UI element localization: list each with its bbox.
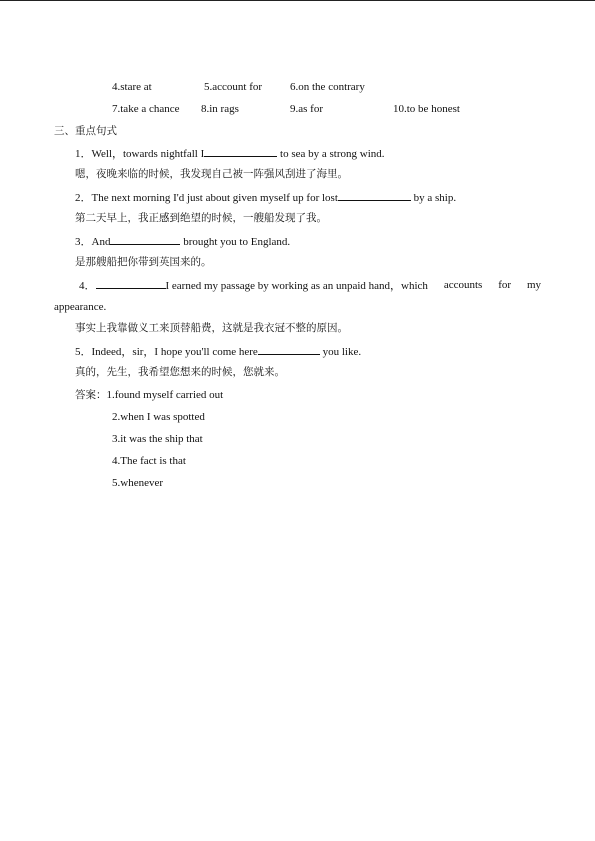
phrase-item: 4.stare at bbox=[112, 81, 152, 93]
sentence-text: 3．And bbox=[75, 236, 111, 248]
answer-item: 3.it was the ship that bbox=[112, 433, 203, 445]
sentence-text: to sea by a strong wind. bbox=[277, 148, 385, 160]
sentence-translation: 事实上我靠做义工来顶替船费，这就是我衣冠不整的原因。 bbox=[75, 322, 348, 334]
sentence-continuation: appearance. bbox=[54, 301, 107, 313]
answer-blank bbox=[110, 234, 180, 245]
sentence-item-4 bbox=[79, 278, 541, 293]
answers-label: 答案： bbox=[75, 389, 107, 401]
sentence-text: for bbox=[498, 279, 512, 291]
sentence-text: I earned my passage by working as an unpaid hand，which bbox=[165, 280, 428, 292]
sentence-text: 1．Well，towards nightfall I bbox=[75, 148, 205, 160]
sentence-item-5 bbox=[75, 344, 361, 359]
sentence-translation: 第二天早上，我正感到绝望的时候，一艘船发现了我。 bbox=[75, 212, 327, 224]
section-heading: 三、重点句式 bbox=[54, 125, 117, 137]
answer-blank bbox=[204, 146, 277, 157]
sentence-translation: 真的，先生，我希望您想来的时候，您就来。 bbox=[75, 366, 285, 378]
sentence-item-1 bbox=[75, 146, 385, 161]
sentence-text: by a ship. bbox=[410, 192, 457, 204]
sentence-translation: 是那艘船把你带到英国来的。 bbox=[75, 256, 212, 268]
sentence-text: accounts bbox=[443, 279, 483, 291]
phrase-item: 5.account for bbox=[204, 81, 263, 93]
sentence-text: my bbox=[526, 279, 541, 291]
answers-first-line bbox=[75, 388, 223, 402]
phrase-item: 9.as for bbox=[290, 103, 323, 115]
phrase-item: 7.take a chance bbox=[112, 103, 180, 115]
answer-item: 2.when I was spotted bbox=[112, 411, 205, 423]
sentence-text: brought you to England. bbox=[180, 236, 291, 248]
sentence-item-3 bbox=[75, 234, 290, 249]
sentence-text: 2．The next morning I'd just about given myself up for lost bbox=[75, 192, 338, 204]
answer-item: 4.The fact is that bbox=[112, 455, 186, 467]
sentence-text bbox=[79, 278, 428, 293]
phrase-item: 8.in rags bbox=[201, 103, 239, 115]
answer-blank bbox=[338, 190, 411, 201]
sentence-text: you like. bbox=[319, 346, 362, 358]
sentence-number: 4． bbox=[79, 280, 96, 292]
answer-item: 1.found myself carried out bbox=[106, 389, 224, 401]
sentence-text: 5．Indeed，sir，I hope you'll come here bbox=[75, 346, 258, 358]
phrase-item: 6.on the contrary bbox=[290, 81, 365, 93]
sentence-item-2 bbox=[75, 190, 456, 205]
answer-blank bbox=[258, 344, 320, 355]
answer-blank bbox=[96, 278, 166, 289]
answer-item: 5.whenever bbox=[112, 477, 164, 489]
sentence-translation: 嗯，夜晚来临的时候，我发现自己被一阵强风刮进了海里。 bbox=[75, 168, 348, 180]
top-rule bbox=[0, 0, 595, 1]
phrase-item: 10.to be honest bbox=[393, 103, 460, 115]
